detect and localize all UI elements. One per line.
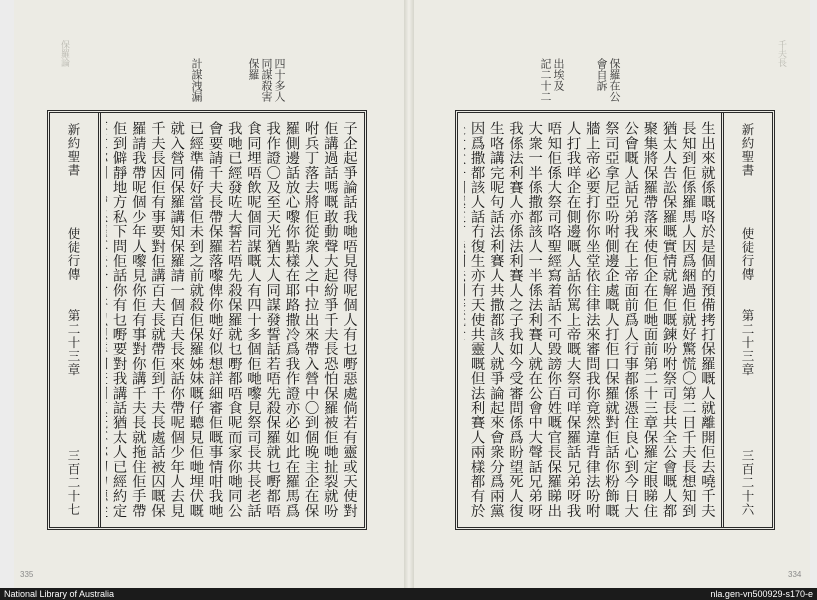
margin-note: 同謀殺害 (260, 58, 273, 102)
left-body-text: 子企起爭論話我哋唔見得呢個人有乜嘢惡處倘若有靈或天使對佢講過話嗎嘅敢動聲大起紛爭千夫長恐怕保羅被佢哋扯裂就吩咐兵丁落去將佢從衆人之中拉出來帶入營中〇到個晚主企在保羅側邊話放心嚟你點樣在耶路撒冷爲我作證亦必如此在羅馬爲我作證〇及至天光猶太人同謀發誓話若唔先殺保羅就乜嘢都唔食同埋唔飲呢個同謀嘅人有四十多個佢哋嚟見祭司長共長老話我哋已經發咗大誓若唔先殺保羅就乜嘢都唔食呢而家你哋同公會要請千夫長帶保羅落嚟俾你哋好似想詳細審佢嘅事情咁我哋已經準備好當佢未到之前就殺佢保羅姊妹嘅仔聽見佢哋埋伏嘅就入營同保羅講知保羅請一個百夫長來話你帶呢個少年人去見千夫長因佢有事要對佢講百夫長就帶佢到千夫長處話被囚嘅保羅請我帶呢個少年人嚟見你佢有事對你講千夫長就拖住佢手帶佢到僻靜地方私下問佢話你有乜嘢要對我講話猶太人已經約定 (110, 121, 357, 518)
left-text-frame (47, 110, 367, 530)
header-rule (98, 113, 99, 527)
header-title: 新約聖書 (740, 123, 755, 177)
footer-identifier: nla.gen-vn500929-s170-e (710, 589, 813, 599)
page-mark: 335 (20, 570, 34, 579)
margin-note: 記二十二 (539, 58, 552, 102)
header-book: 使徒行傳 (66, 227, 81, 281)
margin-note: 保羅在公 (608, 58, 621, 102)
book-gutter (404, 0, 414, 588)
header-chapter: 第二十三章 (740, 309, 755, 377)
header-page-number: 三百二十七 (66, 449, 81, 517)
header-title: 新約聖書 (66, 123, 81, 177)
ghost-text-right: 千夫長 (776, 40, 786, 67)
footer-bar (0, 588, 817, 600)
header-page-number: 三百二十六 (740, 449, 755, 517)
page-mark: 334 (788, 570, 802, 579)
header-rule (721, 113, 722, 527)
margin-note: 保羅 (247, 58, 260, 80)
ghost-text-left: 保羅論 (59, 40, 69, 67)
margin-note: 出埃及 (552, 58, 565, 91)
margin-note: 計謀洩漏 (190, 58, 203, 102)
margin-note: 四十多人 (273, 58, 286, 102)
header-book: 使徒行傳 (740, 227, 755, 281)
header-chapter: 第二十三章 (66, 309, 81, 377)
left-running-header (50, 119, 98, 521)
right-text-frame (455, 110, 775, 530)
footer-source: National Library of Australia (4, 589, 115, 599)
header-rule (100, 113, 101, 527)
right-running-header (724, 119, 772, 521)
margin-note: 會自訴 (595, 58, 608, 91)
right-body-text: 生出來就係嘅咯於是個的預備拷打保羅嘅人就離開佢去嘵千夫長知到佢係羅馬人因爲綑過佢就好驚慌〇第二日千夫長想知到猶太人告訟保羅嘅實情就解佢嘅鍊吩咐祭司長共全公會嘅人都聚集將保羅帶落來使佢企在佢哋面前第二十三章保羅定眼睇住公會嘅人話兄弟我在上帝面前爲人行事都係憑住良心到今日大祭司亞拿尼亞吩咐側邊企處嘅人打佢口保羅就對佢話你粉飾嘅牆上帝必要打你你坐堂依住律法來審問我你竟然違背律法吩咐人打我咩企在側邊嘅人話你罵上帝嘅大祭司咩保羅話兄弟呀我唔知佢係大祭司咯聖經寫着話不可毀謗你百姓嘅官長保羅睇出大衆一半係撒都該人一半係法利賽人就在公會中大聲話兄弟呀我係法利賽人亦係法利賽人之子我如今受審問係爲盼望死人復生咯講完呢句話法利賽人共撒都該人就爭論起來會衆分爲兩黨因爲撒都該人話冇復生亦冇天使共靈嘅但法利賽人兩樣都有於 (468, 121, 715, 518)
